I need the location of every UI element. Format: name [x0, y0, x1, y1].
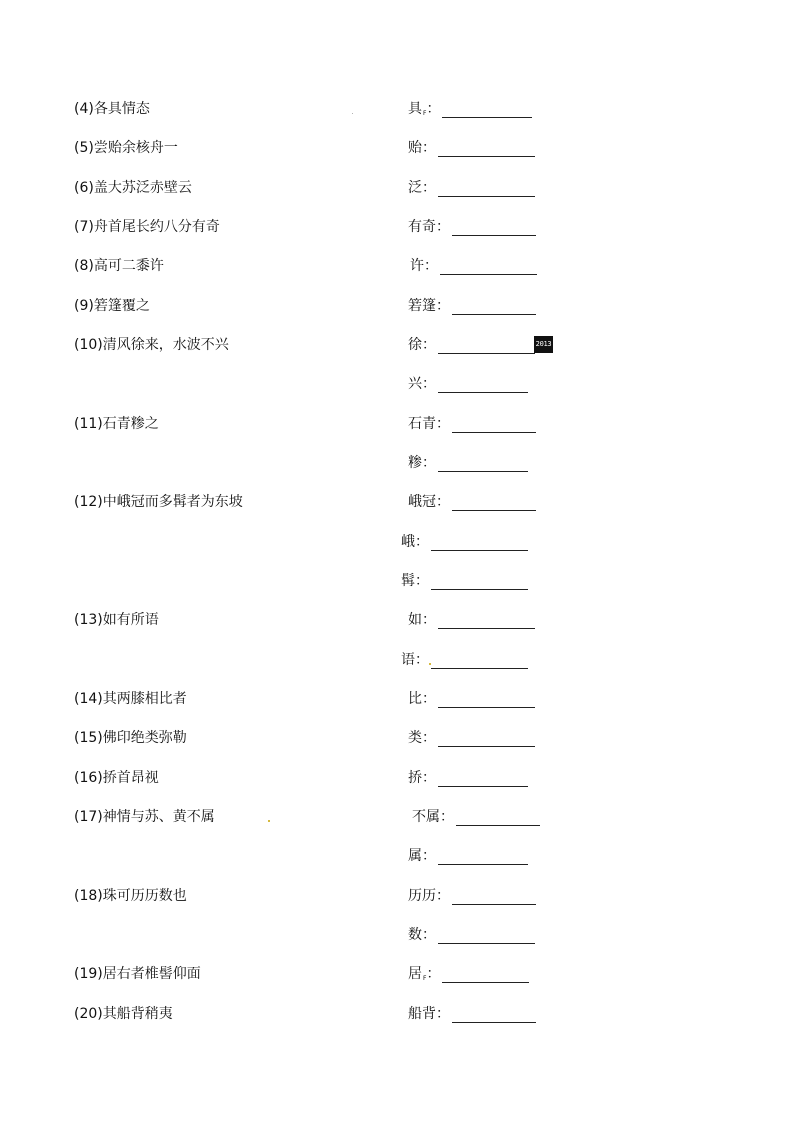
question-text: (8)高可二黍许: [74, 258, 164, 274]
answer-field: [408, 926, 535, 944]
question-text: (9)箬篷覆之: [74, 298, 150, 314]
answer-blank-line[interactable]: [438, 378, 528, 393]
question-text: (13)如有所语: [74, 612, 159, 628]
answer-field: [408, 729, 535, 747]
answer-label: 髯：: [401, 573, 429, 589]
answer-label: 泛：: [408, 180, 436, 196]
answer-blank-line[interactable]: [440, 260, 537, 275]
answer-blank-line[interactable]: [438, 457, 528, 472]
answer-label: 比：: [408, 691, 436, 707]
answer-field: [408, 493, 536, 511]
answer-field: [408, 769, 528, 787]
answer-blank-line[interactable]: [456, 811, 540, 826]
answer-field: [408, 179, 535, 197]
answer-blank-line[interactable]: [438, 693, 535, 708]
question-text: (20)其船背稍夷: [74, 1006, 173, 1022]
answer-label: 不属：: [412, 809, 454, 825]
answer-label: 箬篷：: [408, 298, 450, 314]
answer-label: 许：: [410, 258, 438, 274]
answer-label: 挢：: [408, 770, 436, 786]
question-text: (6)盖大苏泛赤壁云: [74, 180, 192, 196]
answer-blank-line[interactable]: [438, 929, 535, 944]
dot-mark: [429, 663, 431, 665]
answer-field: [408, 139, 535, 157]
answer-label: 属：: [408, 848, 436, 864]
answer-field: [408, 887, 536, 905]
answer-blank-line[interactable]: [452, 300, 536, 315]
answer-blank-line[interactable]: [442, 968, 529, 983]
answer-label: 历历：: [408, 888, 450, 904]
question-text: (11)石青糁之: [74, 416, 159, 432]
dot-mark: [268, 820, 270, 822]
question-text: (18)珠可历历数也: [74, 888, 187, 904]
answer-blank-line[interactable]: [431, 536, 528, 551]
answer-label: 数：: [408, 927, 436, 943]
answer-label: 居: [408, 966, 422, 982]
superscript-mark: F: [423, 975, 427, 982]
question-text: (7)舟首尾长约八分有奇: [74, 219, 220, 235]
answer-label: 峨冠：: [408, 494, 450, 510]
answer-field: [408, 336, 535, 354]
answer-blank-line[interactable]: [452, 890, 536, 905]
answer-field: [408, 218, 536, 236]
answer-label: 徐：: [408, 337, 436, 353]
answer-blank-line[interactable]: [438, 142, 535, 157]
answer-field: [408, 1005, 536, 1023]
answer-blank-line[interactable]: [452, 418, 536, 433]
question-text: (5)尝贻余核舟一: [74, 140, 178, 156]
question-text: (19)居右者椎髻仰面: [74, 966, 201, 982]
answer-blank-line[interactable]: [438, 339, 535, 354]
superscript-mark: F: [423, 110, 427, 117]
question-text: (4)各具情态: [74, 101, 150, 117]
answer-field: [408, 690, 535, 708]
answer-field: [412, 808, 540, 826]
dot-mark: [352, 113, 353, 114]
answer-blank-line[interactable]: [452, 1008, 536, 1023]
answer-label: 兴：: [408, 376, 436, 392]
answer-blank-line[interactable]: [438, 772, 528, 787]
answer-field: [401, 651, 528, 669]
answer-field: [401, 572, 528, 590]
question-text: (16)挢首昂视: [74, 770, 159, 786]
answer-blank-line[interactable]: [431, 575, 528, 590]
answer-blank-line[interactable]: [431, 654, 528, 669]
answer-blank-line[interactable]: [438, 182, 535, 197]
year-badge: 2013: [534, 336, 553, 353]
question-text: (17)神情与苏、黄不属: [74, 809, 215, 825]
answer-blank-line[interactable]: [452, 221, 536, 236]
answer-field: [408, 100, 532, 118]
answer-label: 糁：: [408, 455, 436, 471]
answer-label: 峨：: [401, 534, 429, 550]
answer-field: [408, 965, 529, 983]
answer-label: 石青：: [408, 416, 450, 432]
answer-field: [408, 847, 528, 865]
answer-field: [408, 611, 535, 629]
answer-label: 船背：: [408, 1006, 450, 1022]
answer-colon: ：: [426, 966, 441, 982]
answer-label: 具: [408, 101, 422, 117]
answer-field: [410, 257, 537, 275]
answer-field: [401, 533, 528, 551]
answer-label: 如：: [408, 612, 436, 628]
answer-blank-line[interactable]: [438, 614, 535, 629]
answer-label: 有奇：: [408, 219, 450, 235]
answer-field: [408, 375, 528, 393]
answer-blank-line[interactable]: [438, 732, 535, 747]
question-text: (15)佛印绝类弥勒: [74, 730, 187, 746]
question-text: (10)清风徐来，水波不兴: [74, 337, 229, 353]
answer-blank-line[interactable]: [438, 850, 528, 865]
question-text: (12)中峨冠而多髯者为东坡: [74, 494, 243, 510]
answer-label: 语：: [401, 652, 429, 668]
answer-label: 类：: [408, 730, 436, 746]
answer-colon: ：: [426, 101, 441, 117]
answer-blank-line[interactable]: [452, 496, 536, 511]
answer-field: [408, 415, 536, 433]
answer-blank-line[interactable]: [442, 103, 532, 118]
answer-field: [408, 297, 536, 315]
answer-field: [408, 454, 528, 472]
answer-label: 贻：: [408, 140, 436, 156]
question-text: (14)其两膝相比者: [74, 691, 187, 707]
